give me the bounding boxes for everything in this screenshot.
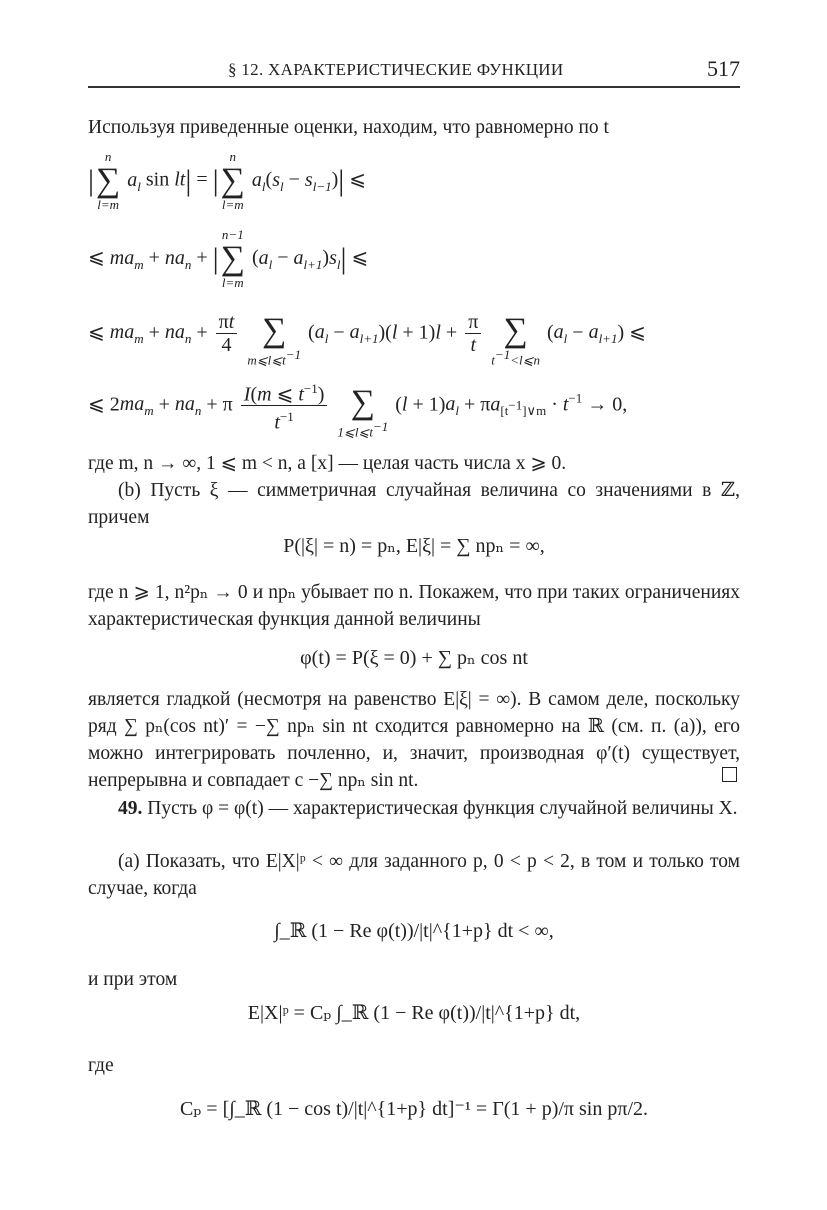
qed-symbol	[722, 767, 737, 782]
where-line-2: где	[88, 1055, 114, 1076]
where-line-1: где m, n → ∞, 1 ⩽ m < n, а [x] — целая часть числа x ⩾ 0.	[88, 453, 567, 474]
smoothness-paragraph: является гладкой (несмотря на равенство E|ξ| = ∞). В самом деле, поскольку ряд ∑ pₙ(cos nt)′ = −∑ npₙ sin nt сходится равномерно на ℝ (см. п. (a)), его можно интегрировать почленно, и, значит, производная φ′(t) существует, непрерывна и совпадает с −∑ npₙ sin nt.	[88, 689, 740, 791]
page-number: 517	[707, 56, 740, 81]
equation-4: ∫_ℝ (1 − Re φ(t))/|t|^{1+p} dt < ∞,	[274, 920, 554, 942]
equation-2: P(|ξ| = n) = pₙ, E|ξ| = ∑ npₙ = ∞,	[283, 535, 545, 557]
part-a-paragraph: (a) Показать, что E|X|ᵖ < ∞ для заданного p, 0 < p < 2, в том и только том случае, когда	[88, 851, 740, 899]
equation-6: Cₚ = [∫_ℝ (1 − cos t)/|t|^{1+p} dt]⁻¹ = Γ(1 + p)/π sin pπ/2.	[179, 1098, 649, 1120]
problem-49	[88, 795, 740, 822]
page-header	[88, 58, 740, 88]
part-b-where: где n ⩾ 1, n²pₙ → 0 и npₙ убывает по n. Покажем, что при таких ограничениях характеристическая функция данной величины	[88, 582, 740, 630]
problem-number: 49.	[118, 798, 143, 819]
equation-5: E|X|ᵖ = Cₚ ∫_ℝ (1 − Re φ(t))/|t|^{1+p} dt,	[247, 1002, 581, 1024]
equation-line-4: ⩽ $2ma_m + na_n + \pi$ $\frac{I(m ⩽ t^{-1})}{t^{-1}}$ ∑ $1⩽l⩽t^{-1}$ $(l + 1)a_l + \pi a_{[t^{-1}]\vee m} \cdot t^{-1} \to 0$,	[88, 372, 627, 439]
equation-line-3: ⩽ $ma_m + na_n$ + $\frac{\pi t}{4}$ ∑ $m⩽l⩽t^{-1}$ $(a_l - a_{l+1})(l + 1)l$ + $\frac{\pi}{t}$ ∑ $t^{-1}<l⩽n$ $(a_l - a_{l+1})$ ⩽	[88, 311, 646, 368]
equation-line-1: | n ∑ l=m $a_l$ sin lt| = | n ∑ l=m $a_l(s_l - s_{l-1})|$ ⩽	[88, 149, 367, 212]
part-b-paragraph: (b) Пусть ξ — симметричная случайная величина со значениями в ℤ, причем	[88, 480, 740, 528]
running-head: § 12. ХАРАКТЕРИСТИЧЕСКИЕ ФУНКЦИИ	[228, 60, 564, 79]
intro-paragraph: Используя приведенные оценки, находим, что равномерно по t	[88, 117, 609, 138]
equation-line-2: ⩽ $ma_m + na_n$ + | n−1 ∑ l=m $(a_l - a_{l+1})s_l|$ ⩽	[88, 227, 369, 290]
equation-3: φ(t) = P(ξ = 0) + ∑ pₙ cos nt	[300, 647, 528, 669]
and-then-line: и при этом	[88, 969, 178, 990]
problem-statement: Пусть φ = φ(t) — характеристическая функция случайной величины X.	[147, 798, 738, 819]
